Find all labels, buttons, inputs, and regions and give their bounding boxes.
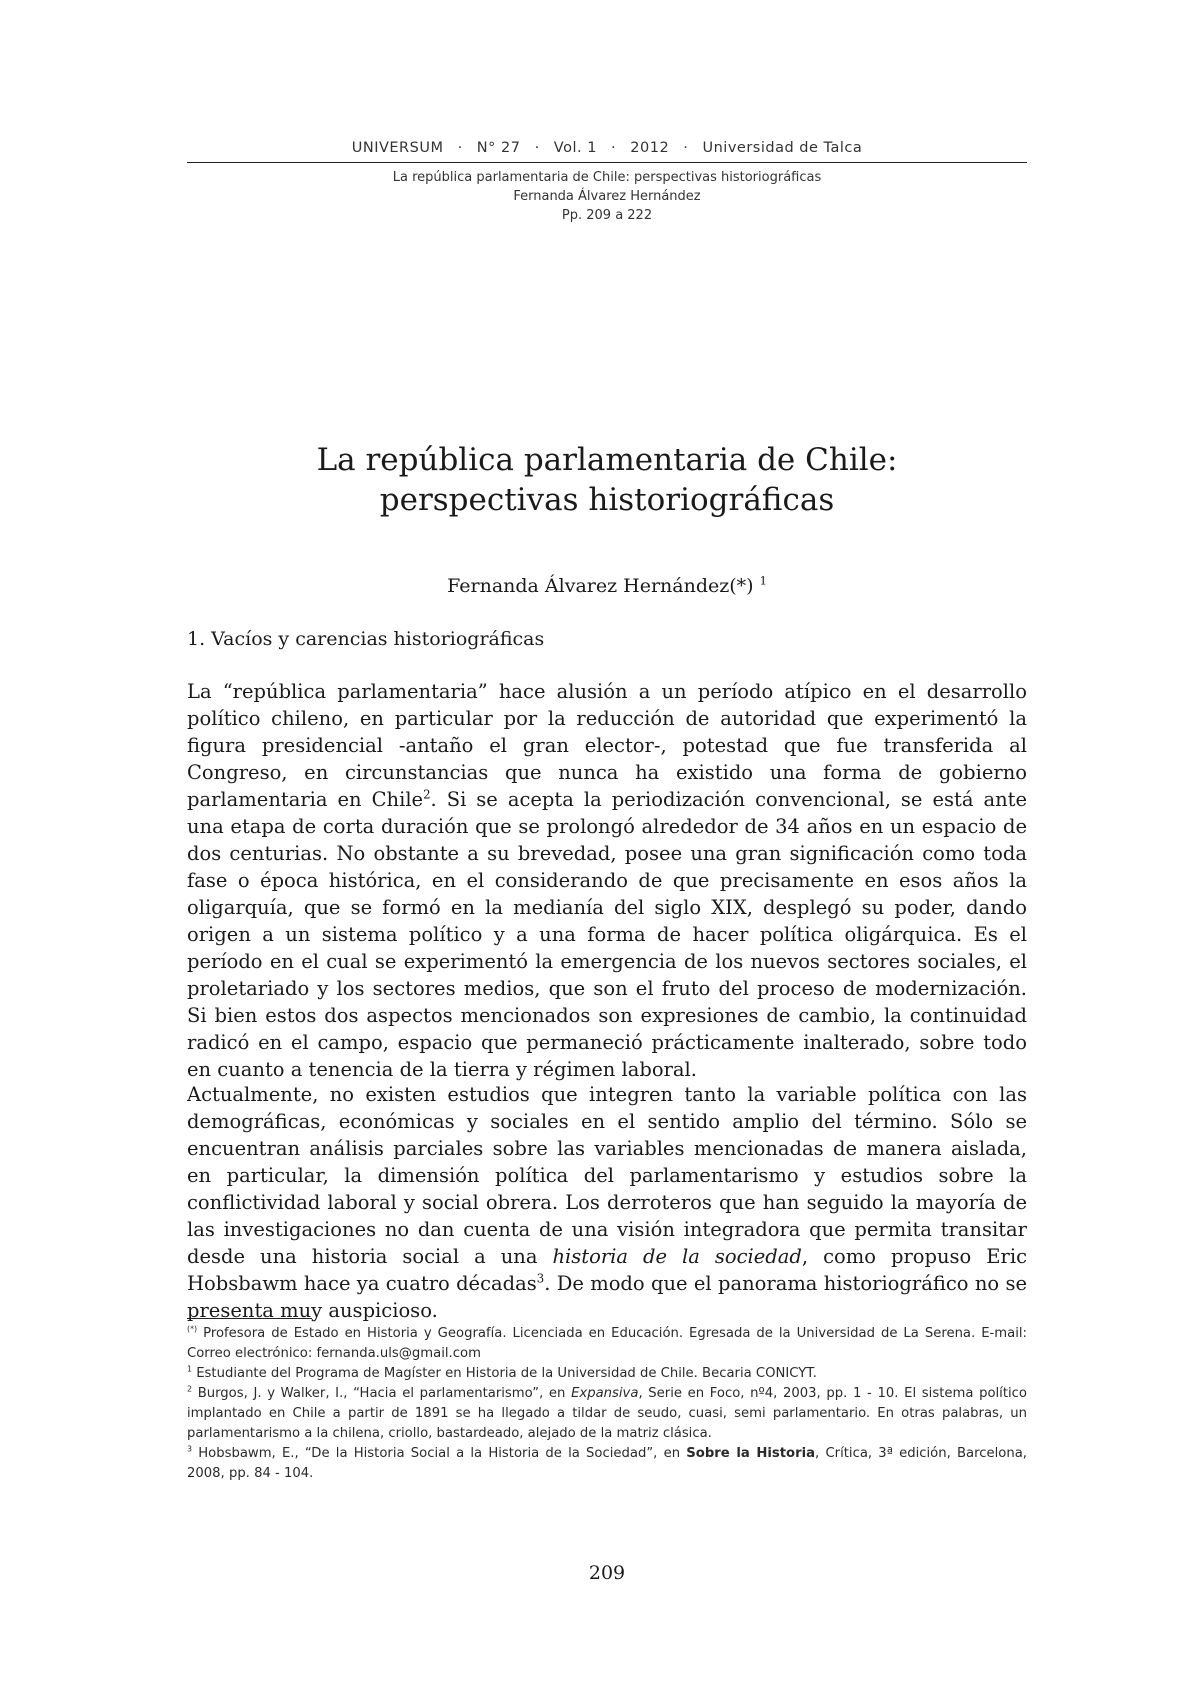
- footnote-star: [187, 1324, 1027, 1364]
- body-italic-text: historia de la sociedad: [552, 1245, 802, 1268]
- journal-name: UNIVERSUM: [351, 140, 444, 156]
- footnote-text: , Crítica, 3ª edición, Barcelona, 2008, pp. 84 - 104.: [187, 1446, 1027, 1481]
- footnote-mark: 1: [187, 1364, 193, 1374]
- footnote-ref-2[interactable]: 2: [423, 787, 431, 802]
- separator: ·: [534, 140, 540, 156]
- body-text: . De modo que el panorama historiográfico no se presenta muy auspicioso.: [187, 1272, 1027, 1322]
- publication-year: 2012: [630, 140, 670, 156]
- footnote-rule: [187, 1318, 312, 1319]
- article-info: [187, 168, 1027, 225]
- footnote-mark: 2: [187, 1384, 193, 1394]
- footnote-1: [187, 1364, 1027, 1384]
- author-mark: (*): [729, 575, 754, 597]
- footnotes: [187, 1324, 1027, 1484]
- article-title-line-2: perspectivas historiográficas: [379, 482, 835, 518]
- article-title: [187, 440, 1027, 520]
- footnote-text: Hobsbawm, E., “De la Historia Social a la Historia de la Sociedad”, en: [192, 1446, 687, 1461]
- page-number: 209: [588, 1562, 626, 1584]
- article-info-author: Fernanda Álvarez Hernández: [513, 189, 701, 204]
- footnote-text: Estudiante del Programa de Magíster en Historia de la Universidad de Chile. Becaria CONICYT.: [192, 1366, 817, 1381]
- issue-number: N° 27: [476, 140, 521, 156]
- footnote-mark: 3: [187, 1444, 193, 1454]
- separator: ·: [683, 140, 689, 156]
- body-paragraph-2: [187, 1081, 1027, 1324]
- article-title-line-1: La república parlamentaria de Chile:: [316, 442, 898, 478]
- footnote-bold: Sobre la Historia: [686, 1446, 816, 1461]
- body-text: Actualmente, no existen estudios que integren tanto la variable política con las demográficas, económicas y sociales en el sentido amplio del término. Sólo se encuentran análisis parciales sobre las variables mencionadas de manera aislada, en particular, la dimensión política del parlamentarismo y estudios sobre la conflictividad laboral y social obrera. Los derroteros que han seguido la mayoría de las investigaciones no dan cuenta de una visión integradora que permita transitar desde una historia social a una: [187, 1083, 1027, 1268]
- body-paragraph-1: [187, 678, 1027, 1083]
- article-info-pages: Pp. 209 a 222: [561, 208, 653, 223]
- body-text: La “república parlamentaria” hace alusión a un período atípico en el desarrollo político chileno, en particular por la reducción de autoridad que experimentó la figura presidencial -antaño el gran elector-, potestad que fue transferida al Congreso, en circunstancias que nunca ha existido una forma de gobierno parlamentaria en Chile: [187, 680, 1027, 811]
- institution-name: Universidad de Talca: [702, 140, 863, 156]
- footnote-text: Burgos, J. y Walker, I., “Hacia el parlamentarismo”, en: [192, 1386, 572, 1401]
- footnote-mark: (*): [187, 1324, 198, 1334]
- footnote-ref-3[interactable]: 3: [536, 1271, 545, 1286]
- volume-number: Vol. 1: [553, 140, 597, 156]
- running-header: [187, 138, 1027, 158]
- header-rule: [187, 162, 1027, 163]
- section-heading: 1. Vacíos y carencias historiográficas: [187, 628, 545, 650]
- footnote-2: [187, 1384, 1027, 1444]
- author-name: Fernanda Álvarez Hernández: [447, 575, 730, 597]
- article-info-title: La república parlamentaria de Chile: perspectivas historiográficas: [392, 170, 822, 185]
- footnote-3: [187, 1444, 1027, 1484]
- author-line: [187, 573, 1027, 599]
- footnote-text: , Serie en Foco, nº4, 2003, pp. 1 - 10. El sistema político implantado en Chile a partir de 1891 se ha llegado a tildar de seudo, cuasi, semi parlamentario. En otras palabras, un parlamentarismo a la chilena, criollo, bastardeado, alejado de la matriz clásica.: [187, 1386, 1027, 1441]
- footnote-text: Profesora de Estado en Historia y Geografía. Licenciada en Educación. Egresada de la Universidad de La Serena. E-mail: Correo electrónico: fernanda.uls@gmail.com: [187, 1326, 1027, 1361]
- body-text: , como propuso Eric Hobsbawm hace ya cuatro décadas: [187, 1245, 1027, 1295]
- footnote-italic: Expansiva: [571, 1386, 639, 1401]
- separator: ·: [457, 140, 463, 156]
- author-footnote-ref[interactable]: 1: [759, 573, 767, 588]
- separator: ·: [611, 140, 617, 156]
- body-text: . Si se acepta la periodización convencional, se está ante una etapa de corta duración que se prolongó alrededor de 34 años en un espacio de dos centurias. No obstante a su brevedad, posee una gran significación como toda fase o época histórica, en el considerando de que precisamente en esos años la oligarquía, que se formó en la medianía del siglo XIX, desplegó su poder, dando origen a un sistema político y a una forma de hacer política oligárquica. Es el período en el cual se experimentó la emergencia de los nuevos sectores sociales, el proletariado y los sectores medios, que son el fruto del proceso de modernización. Si bien estos dos aspectos mencionados son expresiones de cambio, la continuidad radicó en el campo, espacio que permaneció prácticamente inalterado, sobre todo en cuanto a tenencia de la tierra y régimen laboral.: [187, 788, 1028, 1081]
